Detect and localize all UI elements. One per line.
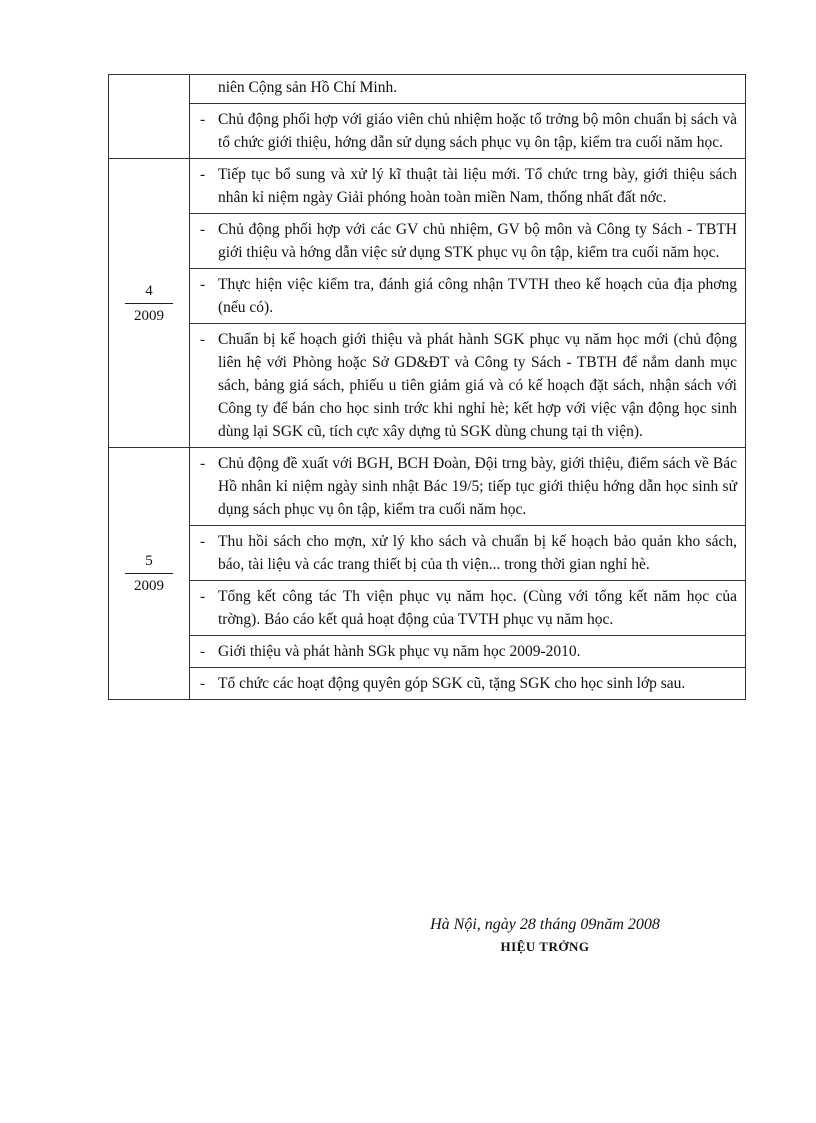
activity-cell (190, 159, 746, 214)
activity-item (190, 324, 745, 447)
activity-cell (190, 581, 746, 636)
month-cell (109, 159, 190, 448)
activity-text: niên Cộng sản Hồ Chí Minh. (218, 79, 398, 96)
table-row (109, 75, 746, 104)
activity-item (190, 269, 745, 323)
activity-cell (190, 448, 746, 526)
activity-text: Giới thiệu và phát hành SGk phục vụ năm học 2009-2010. (218, 643, 581, 660)
activity-cell (190, 269, 746, 324)
signature-date: Hà Nội, ngày 28 tháng 09năm 2008 (430, 916, 660, 933)
activity-cell (190, 526, 746, 581)
activity-item (190, 581, 745, 635)
activity-text: Chủ động phối hợp với các GV chủ nhiệm, GV bộ môn và Công ty Sách - TBTH giới thiệu và hớng dẫn việc sử dụng STK phục vụ ôn tập, kiểm tra cuối năm học. (218, 221, 737, 261)
activity-text: Thực hiện việc kiểm tra, đánh giá công nhận TVTH theo kế hoạch của địa phơng (nếu có). (218, 276, 737, 316)
bullet-dash: - (200, 675, 206, 692)
bullet-dash: - (200, 643, 206, 660)
activity-cell (190, 324, 746, 448)
activity-text: Chủ động đề xuất với BGH, BCH Đoàn, Đội trng bày, giới thiệu, điểm sách về Bác Hồ nhân kỉ niệm ngày sinh nhật Bác 19/5; tiếp tục giới thiệu hớng dẫn học sinh sử dụng sách phục vụ ôn tập, kiểm tra cuối năm học. (218, 455, 737, 518)
activity-text: Thu hồi sách cho mợn, xử lý kho sách và chuẩn bị kế hoạch bảo quản kho sách, báo, tài liệu và các trang thiết bị của th viện... trong thời gian nghỉ hè. (218, 533, 737, 573)
activity-cell (190, 75, 746, 104)
table-row (109, 526, 746, 581)
bullet-dash: - (200, 455, 206, 472)
month-year-label (125, 551, 173, 596)
month-year-label (125, 281, 173, 326)
month-cell (109, 448, 190, 700)
year-number: 2009 (134, 307, 164, 324)
table-row (109, 668, 746, 700)
month-number: 5 (125, 551, 173, 574)
signature-title: HIỆU TRỞNG (500, 939, 590, 954)
bullet-dash: - (200, 221, 206, 238)
table-row (109, 448, 746, 526)
table-row (109, 581, 746, 636)
bullet-dash: - (200, 276, 206, 293)
activity-text: Tổng kết công tác Th viện phục vụ năm học. (Cùng với tổng kết năm học của trờng). Báo cáo kết quả hoạt động của TVTH phục vụ năm học. (218, 588, 737, 628)
activity-item (190, 214, 745, 268)
activity-text: Tiếp tục bổ sung và xử lý kĩ thuật tài liệu mới. Tổ chức trng bày, giới thiệu sách nhân kỉ niệm ngày Giải phóng hoàn toàn miền Nam, thống nhất đất nớc. (218, 166, 737, 206)
activity-text: Tổ chức các hoạt động quyên góp SGK cũ, tặng SGK cho học sinh lớp sau. (218, 675, 686, 692)
bullet-dash: - (200, 166, 206, 183)
activity-item (190, 75, 745, 103)
table-row (109, 104, 746, 159)
signature-block (380, 913, 710, 957)
activity-text: Chủ động phối hợp với giáo viên chủ nhiệm hoặc tổ trởng bộ môn chuẩn bị sách và tổ chức giới thiệu, hớng dẫn sử dụng sách phục vụ ôn tập, kiểm tra cuối năm học. (218, 111, 737, 151)
month-cell (109, 75, 190, 159)
bullet-dash: - (200, 588, 206, 605)
activity-item (190, 668, 745, 699)
activity-cell (190, 636, 746, 668)
activity-item (190, 636, 745, 667)
bullet-dash: - (200, 331, 206, 348)
table-row (109, 636, 746, 668)
year-number: 2009 (134, 578, 164, 594)
activity-cell (190, 668, 746, 700)
activity-item (190, 159, 745, 213)
activity-plan-table (108, 74, 746, 700)
activity-item (190, 448, 745, 525)
table-row (109, 214, 746, 269)
activity-item (190, 104, 745, 158)
activity-item (190, 526, 745, 580)
bullet-dash: - (200, 111, 206, 128)
activity-cell (190, 214, 746, 269)
table-row (109, 159, 746, 214)
month-number: 4 (125, 281, 173, 304)
activity-text: Chuẩn bị kế hoạch giới thiệu và phát hành SGK phục vụ năm học mới (chủ động liên hệ với Phòng hoặc Sở GD&ĐT và Công ty Sách - TBTH để nắm danh mục sách, bảng giá sách, phiếu u tiên giảm giá và có kế hoạch đặt sách, nhận sách với Công ty để bán cho học sinh trớc khi nghỉ hè; kết hợp với việc vận động học sinh dùng lại SGK cũ, tích cực xây dựng tủ SGK dùng chung tại th viện). (218, 331, 737, 440)
bullet-dash: - (200, 533, 206, 550)
activity-cell (190, 104, 746, 159)
table-row (109, 269, 746, 324)
table-row (109, 324, 746, 448)
